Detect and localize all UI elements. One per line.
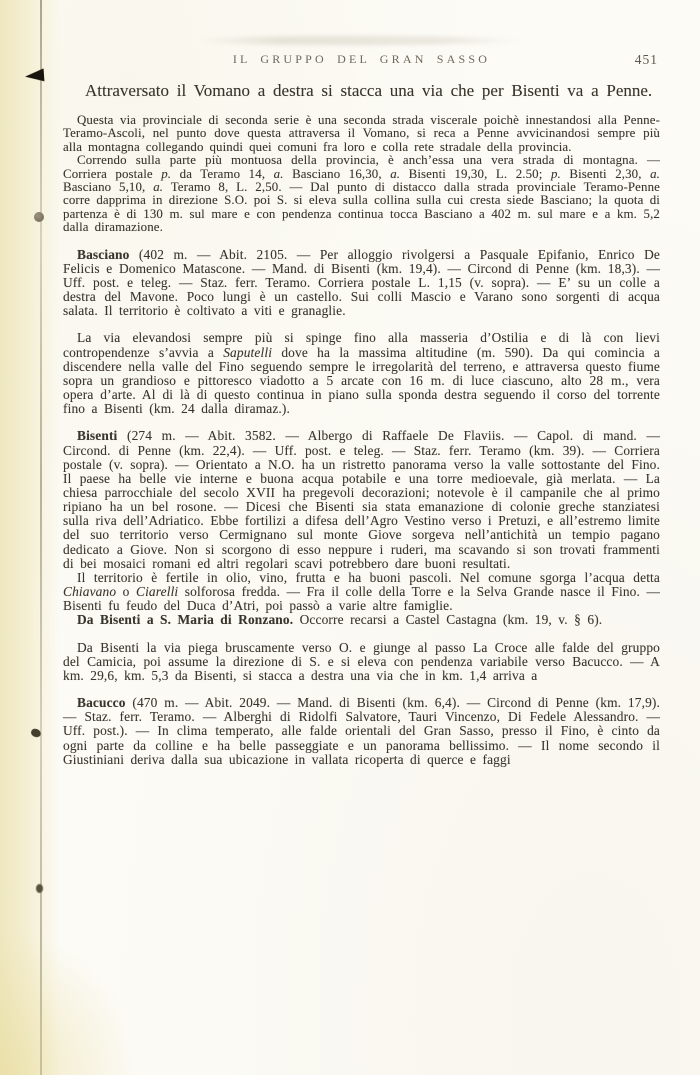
paragraph-lead: Attraversato il Vomano a destra si stacca una via che per Bisenti va a Penne.: [85, 81, 653, 100]
paragraph-route-detail: Correndo sulla parte più montuosa della provincia, è anch’essa una vera strada di montagna. — Corriera postale p. da Teramo 14, a. Basciano 16,30, a. Bisenti 19,30, L. 2.50; p. Bisenti 2,30, a. Basciano 5,10, a. Teramo 8, L. 2,50. — Dal punto di distacco dalla strada provinciale Teramo-Penne corre dapprima in direzione S.O. poi S. si eleva sulla collina sulla cui cresta siede Basciano; la quota di partenza è di 130 m. sul mare e con pendenza continua tocca Basciano a 402 m. sul mare e a km. 5,2 dalla diramazione.: [63, 153, 660, 235]
paragraph-via-valle-fino: La via elevandosi sempre più si spinge fino alla masseria d’Ostilia e di là con lievi contropendenze s’avvia a Saputelli dove ha la massima altitudine (m. 590). Da qui comincia a discendere nella valle del Fino seguendo sempre le irregolarità del terreno, e attraversa questo fiume sopra un grandioso e pittoresco viadotto a 5 arcate con 16 m. di luce ciascuno, alto 28 m., vera opera d’arte. Al di là di questo continua in piano sulla sponda destra seguendo il corso del torrente fino a Bisenti (km. 24 dalla diramaz.).: [63, 330, 660, 417]
binding-mark: [36, 884, 43, 893]
running-header-title: IL GRUPPO DEL GRAN SASSO: [232, 52, 491, 66]
paragraph-bacucco-entry: Bacucco (470 m. — Abit. 2049. — Mand. di Bisenti (km. 6,4). — Circond di Penne (km. 17,9). — Staz. ferr. Teramo. — Alberghi di Ridolfi Salvatore, Tauri Vincenzo, Di Fedele Alessandro. — Uff. post.). — In clima temperato, alle falde orientali del Gran Sasso, presso il Fino, è cinto da ogni parte da colline e ha belle passeggiate e un panorama bellissimo. — Il nome secondo il Giustiniani deriva dalla sua ubicazione in vallata ricoperta di querce e faggi: [63, 695, 660, 767]
paragraph-basciano-entry: Basciano (402 m. — Abit. 2105. — Per alloggio rivolgersi a Pasquale Epifanio, Enrico De Felicis e Domenico Matascone. — Mand. di Bisenti (km. 19,4). — Circond di Penne (km. 18,3). — Uff. post. e teleg. — Staz. ferr. Teramo. Corriera postale L. 1,15 (v. sopra). — E’ su un colle a destra del Mavone. Poco lungi è un castello. Sui colli Mascio e Varano sono sorgenti di acqua salata. Il territorio è coltivato a viti e granaglie.: [63, 246, 660, 319]
page-number: 451: [634, 52, 658, 67]
paragraph-verso-bacucco: Da Bisenti la via piega bruscamente verso O. e giunge al passo La Croce alle falde del gruppo del Camicia, poi assume la direzione di S. e si eleva con pendenza variabile verso Bacucco. — A km. 29,6, km. 5,3 da Bisenti, si stacca a destra una via che in km. 1,4 arriva a: [63, 639, 660, 683]
binding-crease: [40, 0, 42, 1075]
binding-gutter: [0, 0, 60, 1075]
text-block: [63, 52, 660, 767]
page-corner-tint: [0, 915, 150, 1075]
paragraph-ronzano-route: Da Bisenti a S. Maria di Ronzano. Occorre recarsi a Castel Castagna (km. 19, v. § 6).: [77, 612, 603, 628]
paragraph-bisenti-entry: Bisenti (274 m. — Abit. 3582. — Albergo di Raffaele De Flaviis. — Capol. di mand. — Circond. di Penne (km. 22,4). — Uff. post. e teleg. — Staz. ferr. Teramo (km. 39). — Corriera postale (v. sopra). — Orientato a N.O. ha un ristretto panorama verso la valle sottostante del Fino. Il paese ha belle vie interne e buona acqua potabile e una torre medioevale, già merlata. — La chiesa parrocchiale del secolo XVII ha pregevoli decorazioni; notevole è il campanile che al primo ripiano ha un bel rosone. — Dicesi che Bisenti sia stata emanazione di colonie greche stanziatesi sulla riva dell’Adriatico. Ebbe fortilizi a difesa dell’Agro Vestino verso i Pretuzi, e all’estremo limite del suo territorio verso Cermignano sul monte Giove sorgeva nell’antichità un tempio pagano dedicato a Giove. Non si scorgono di esso neppure i ruderi, ma scavando si son trovati frammenti di bei mosaici romani ed altri regolari scavi potrebbero dare buoni resultati.: [63, 428, 660, 571]
binding-mark: [25, 68, 45, 82]
paragraph-bisenti-territory: Il territorio è fertile in olio, vino, frutta e ha buoni pascoli. Nel comune sgorga l’acqua detta Chiavano o Ciarelli solforosa fredda. — Fra il colle della Torre e la Selva Grande nasce il Fino. — Bisenti fu feudo del Duca d’Atri, poi passò a varie altre famiglie.: [63, 569, 660, 614]
binding-mark: [34, 212, 44, 222]
paragraph-route-overview: Questa via provinciale di seconda serie è una seconda strada viscerale poichè innestandosi alla Penne-Teramo-Ascoli, nel punto dove questa attraversa il Vomano, si reca a Penne avvicinandosi sempre più alla montagna collegando quindi quei comuni fra loro e colla rete stradale della provincia.: [63, 113, 660, 154]
ink-showthrough: [195, 36, 525, 45]
running-header: [63, 52, 660, 68]
